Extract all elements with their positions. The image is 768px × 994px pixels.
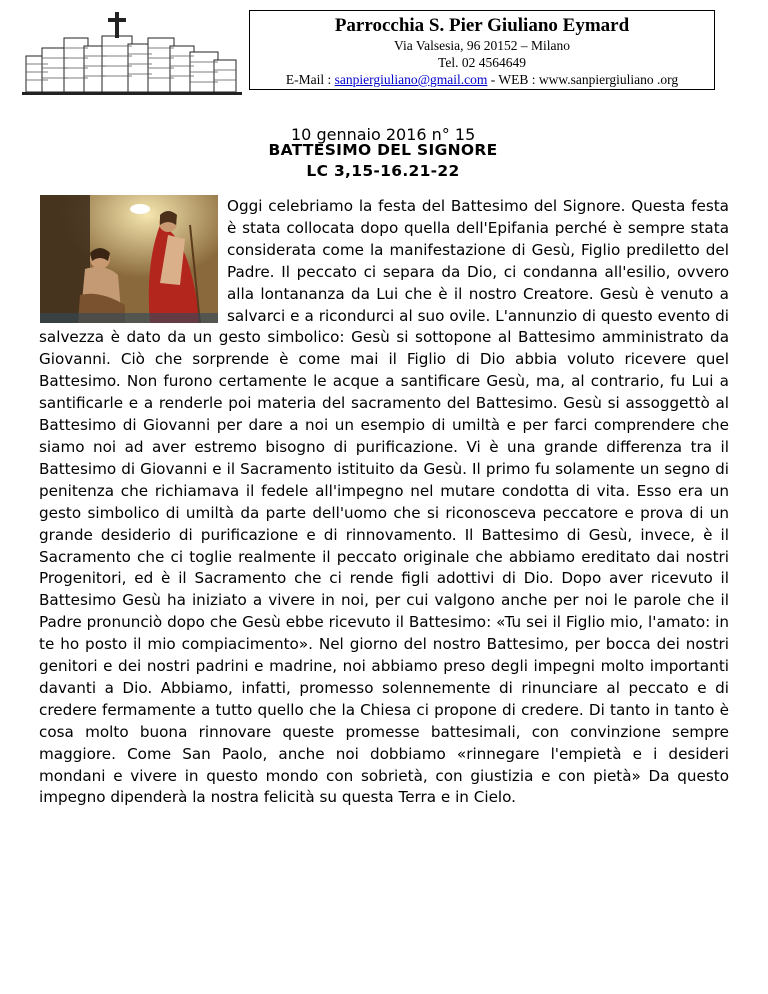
parish-phone: Tel. 02 4564649 — [438, 55, 526, 70]
parish-name: Parrocchia S. Pier Giuliano Eymard — [334, 15, 630, 36]
parish-address: Via Valsesia, 96 20152 – Milano — [394, 38, 570, 53]
issue-date: 10 gennaio 2016 n° 15 — [291, 125, 476, 144]
article-paragraph: Oggi celebriamo la festa del Battesimo del Signore. Questa festa è stata collocata dopo quella dell'Epifania perché è sempre stata considerata come la manifestazione di Gesù, Figlio prediletto del Padre. Il peccato ci separa da Dio, ci condanna all'esilio, ovvero alla lontananza da Lui che è il nostro Creatore. Gesù è venuto a salvarci e a ricondurci al suo ovile. L'annunzio di questo evento di salvezza è dato da un gesto simbolico: Gesù si sottopone al Battesimo amministrato da Giovanni. Ciò che sorprende è come mai il Figlio di Dio abbia voluto ricevere quel Battesimo. Non furono certamente le acque a santificare Gesù, ma, al contrario, fu Lui a santificarle e a renderle poi materia del sacramento del Battesimo. Gesù si assoggettò al Battesimo di Giovanni per dare a noi un esempio di umiltà e per farci comprendere che siamo noi ad aver estremo bisogno di purificazione. Vi è una grande differenza tra il Battesimo di Giovanni e il Sacramento istituito da Gesù. Il primo fu solamente un segno di penitenza che richiamava il fedele all'impegno nel mutare condotta di vita. Esso era un gesto simbolico di umiltà da parte dell'uomo che si riconosceva peccatore e prova di un grande desiderio di purificazione e di rinnovamento. Il Battesimo di Gesù, invece, è il Sacramento che ci toglie realmente il peccato originale che abbiamo ereditato dai nostri Progenitori, ed è il Sacramento che ci rende figli adottivi di Dio. Dopo aver ricevuto il Battesimo Gesù ha iniziato a vivere in noi, per cui valgono anche per noi le parole che il Padre pronunciò dopo che Gesù ebbe ricevuto il Battesimo: «Tu sei il Figlio mio, l'amato: in te ho posto il mio compiacimento». Nel giorno del nostro Battesimo, per bocca dei nostri genitori e dei nostri padrini e madrine, noi abbiamo preso degli impegni molto importanti davanti a Dio. Abbiamo, infatti, promesso solennemente di rinunciare al peccato e di credere fermamente a tutto quello che la Chiesa ci propone di credere. Di tanto in tanto è cosa molto buona rinnovare queste promesse battesimali, con convinzione sempre maggiore. Come San Paolo, anche noi dobbiamo «rinnegare l'empietà e i desideri mondani e vivere in questo mondo con sobrietà, con giustizia e con pietà» Da questo impegno dipenderà la nostra felicità su questa Terra e in Cielo. — [39, 197, 729, 807]
email-label: E-Mail : — [285, 72, 335, 87]
web-address: - WEB : www.sanpiergiuliano .org — [487, 72, 679, 87]
gospel-reference: LC 3,15-16.21-22 — [306, 162, 460, 180]
email-link[interactable]: sanpiergiuliano@gmail.com — [334, 72, 488, 87]
issue-title: BATTESIMO DEL SIGNORE — [268, 141, 498, 159]
parish-contacts — [250, 71, 714, 88]
image-spacer — [39, 196, 227, 326]
parish-header — [249, 10, 715, 90]
article-body — [39, 196, 729, 809]
parish-logo — [22, 8, 242, 98]
